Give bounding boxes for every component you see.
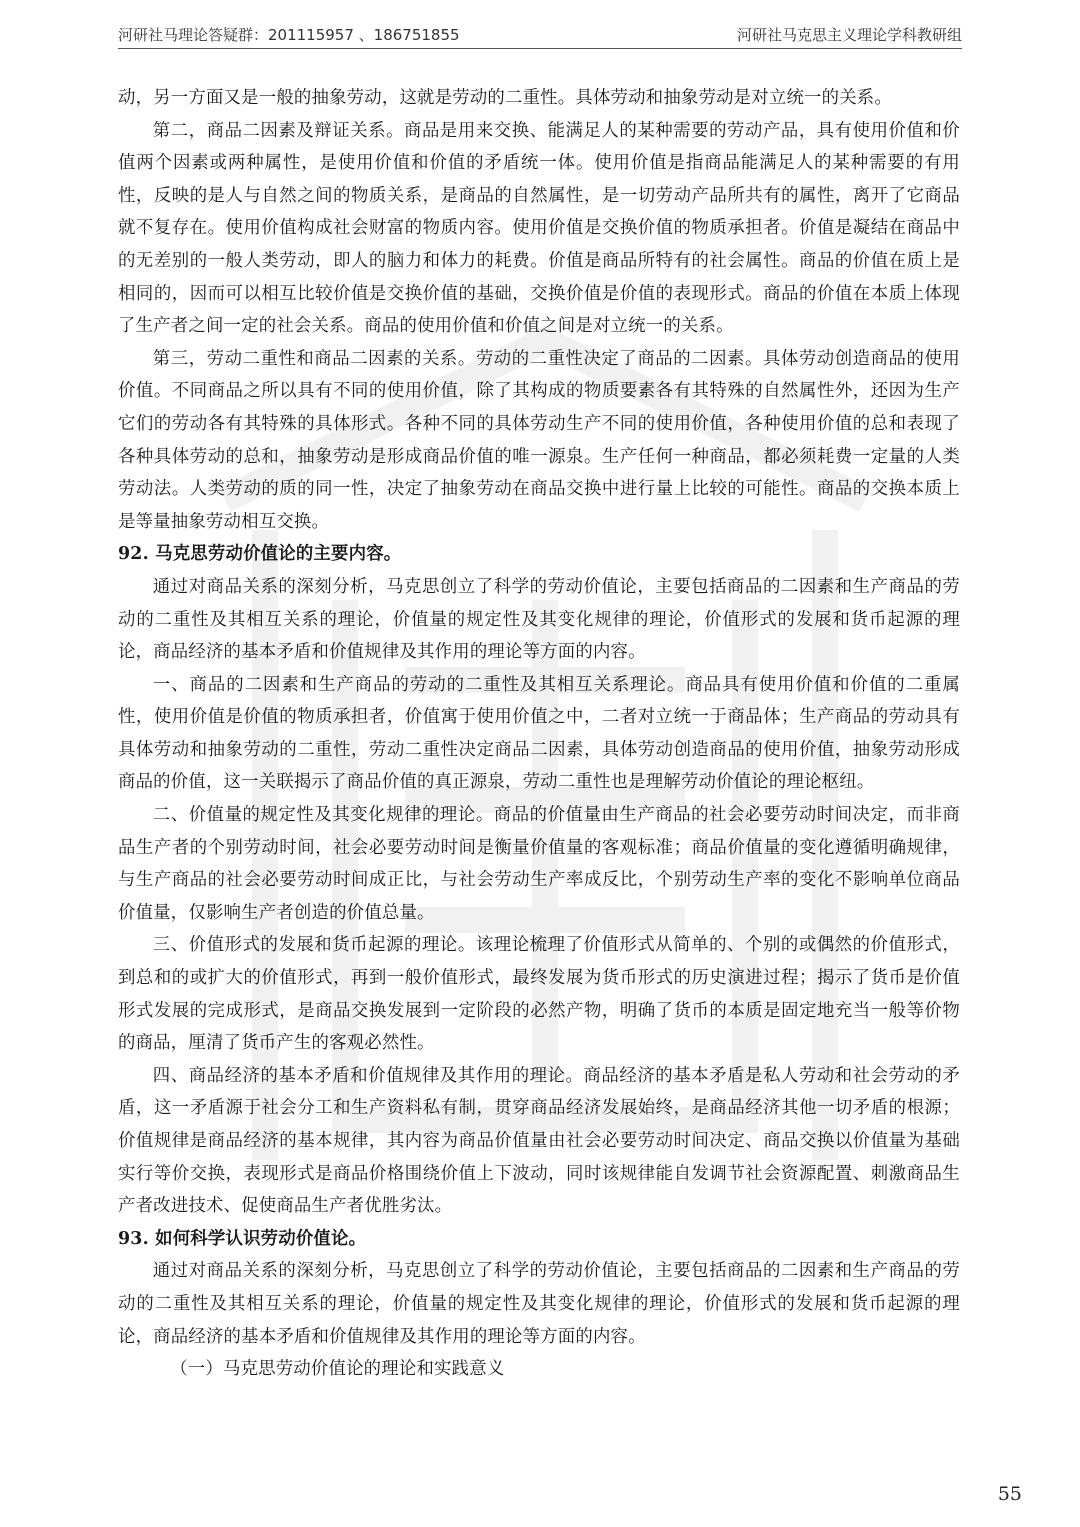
body-paragraph: 通过对商品关系的深刻分析，马克思创立了科学的劳动价值论，主要包括商品的二因素和生产商品的劳动的二重性及其相互关系的理论，价值量的规定性及其变化规律的理论，价值形式的发展和货币起源的理论，商品经济的基本矛盾和价值规律及其作用的理论等方面的内容。 — [118, 1261, 960, 1347]
body-paragraph: 第二，商品二因素及辩证关系。商品是用来交换、能满足人的某种需要的劳动产品，具有使用价值和价值两个因素或两种属性，是使用价值和价值的矛盾统一体。使用价值是指商品能满足人的某种需要的有用性，反映的是人与自然之间的物质关系，是商品的自然属性，是一切劳动产品所共有的属性，离开了它商品就不复存在。使用价值构成社会财富的物质内容。使用价值是交换价值的物质承担者。价值是凝结在商品中的无差别的一般人类劳动，即人的脑力和体力的耗费。价值是商品所特有的社会属性。商品的价值在质上是相同的，因而可以相互比较价值是交换价值的基础，交换价值是价值的表现形式。商品的价值在本质上体现了生产者之间一定的社会关系。商品的使用价值和价值之间是对立统一的关系。 — [118, 120, 960, 337]
document-body — [118, 82, 960, 1386]
header-divider — [118, 48, 962, 49]
question-heading: 93. 如何科学认识劳动价值论。 — [118, 1228, 367, 1249]
header-contact-info: 河研社马理论答疑群：201115957 、186751855 — [118, 26, 460, 44]
body-paragraph: 第三，劳动二重性和商品二因素的关系。劳动的二重性决定了商品的二因素。具体劳动创造商品的使用价值。不同商品之所以具有不同的使用价值，除了其构成的物质要素各有其特殊的自然属性外，还因为生产它们的劳动各有其特殊的具体形式。各种不同的具体劳动生产不同的使用价值，各种使用价值的总和表现了各种具体劳动的总和，抽象劳动是形成商品价值的唯一源泉。生产任何一种商品，都必须耗费一定量的人类劳动法。人类劳动的质的同一性，决定了抽象劳动在商品交换中进行量上比较的可能性。商品的交换本质上是等量抽象劳动相互交换。 — [118, 348, 960, 532]
page-number: 55 — [997, 1483, 1022, 1505]
body-paragraph: 二、价值量的规定性及其变化规律的理论。商品的价值量由生产商品的社会必要劳动时间决定，而非商品生产者的个别劳动时间，社会必要劳动时间是衡量价值量的客观标准；商品价值量的变化遵循明确规律，与生产商品的社会必要劳动时间成正比，与社会劳动生产率成反比，个别劳动生产率的变化不影响单位商品价值量，仅影响生产者创造的价值总量。 — [118, 805, 960, 923]
question-heading: 92. 马克思劳动价值论的主要内容。 — [118, 544, 402, 565]
body-paragraph: 四、商品经济的基本矛盾和价值规律及其作用的理论。商品经济的基本矛盾是私人劳动和社会劳动的矛盾，这一矛盾源于社会分工和生产资料私有制，贯穿商品经济发展始终，是商品经济其他一切矛盾的根源；价值规律是商品经济的基本规律，其内容为商品价值量由社会必要劳动时间决定、商品交换以价值量为基础实行等价交换，表现形式是商品价格围绕价值上下波动，同时该规律能自发调节社会资源配置、刺激商品生产者改进技术、促使商品生产者优胜劣汰。 — [118, 1065, 960, 1217]
subsection-heading: （一）马克思劳动价值论的理论和实践意义 — [170, 1359, 505, 1380]
body-paragraph: 三、价值形式的发展和货币起源的理论。该理论梳理了价值形式从简单的、个别的或偶然的价值形式，到总和的或扩大的价值形式，再到一般价值形式，最终发展为货币形式的历史演进过程；揭示了货币是价值形式发展的完成形式，是商品交换发展到一定阶段的必然产物，明确了货币的本质是固定地充当一般等价物的商品，厘清了货币产生的客观必然性。 — [118, 935, 960, 1054]
page-header — [118, 24, 962, 46]
body-paragraph: 通过对商品关系的深刻分析，马克思创立了科学的劳动价值论，主要包括商品的二因素和生产商品的劳动的二重性及其相互关系的理论，价值量的规定性及其变化规律的理论，价值形式的发展和货币起源的理论，商品经济的基本矛盾和价值规律及其作用的理论等方面的内容。 — [118, 576, 960, 663]
body-paragraph: 一、商品的二因素和生产商品的劳动的二重性及其相互关系理论。商品具有使用价值和价值的二重属性，使用价值是价值的物质承担者，价值寓于使用价值之中，二者对立统一于商品体；生产商品的劳动具有具体劳动和抽象劳动的二重性，劳动二重性决定商品二因素，具体劳动创造商品的使用价值，抽象劳动形成商品的价值，这一关联揭示了商品价值的真正源泉，劳动二重性也是理解劳动价值论的理论枢纽。 — [118, 674, 960, 793]
body-paragraph: 动，另一方面又是一般的抽象劳动，这就是劳动的二重性。具体劳动和抽象劳动是对立统一的关系。 — [118, 88, 892, 108]
header-organization: 河研社马克思主义理论学科教研组 — [736, 26, 962, 44]
